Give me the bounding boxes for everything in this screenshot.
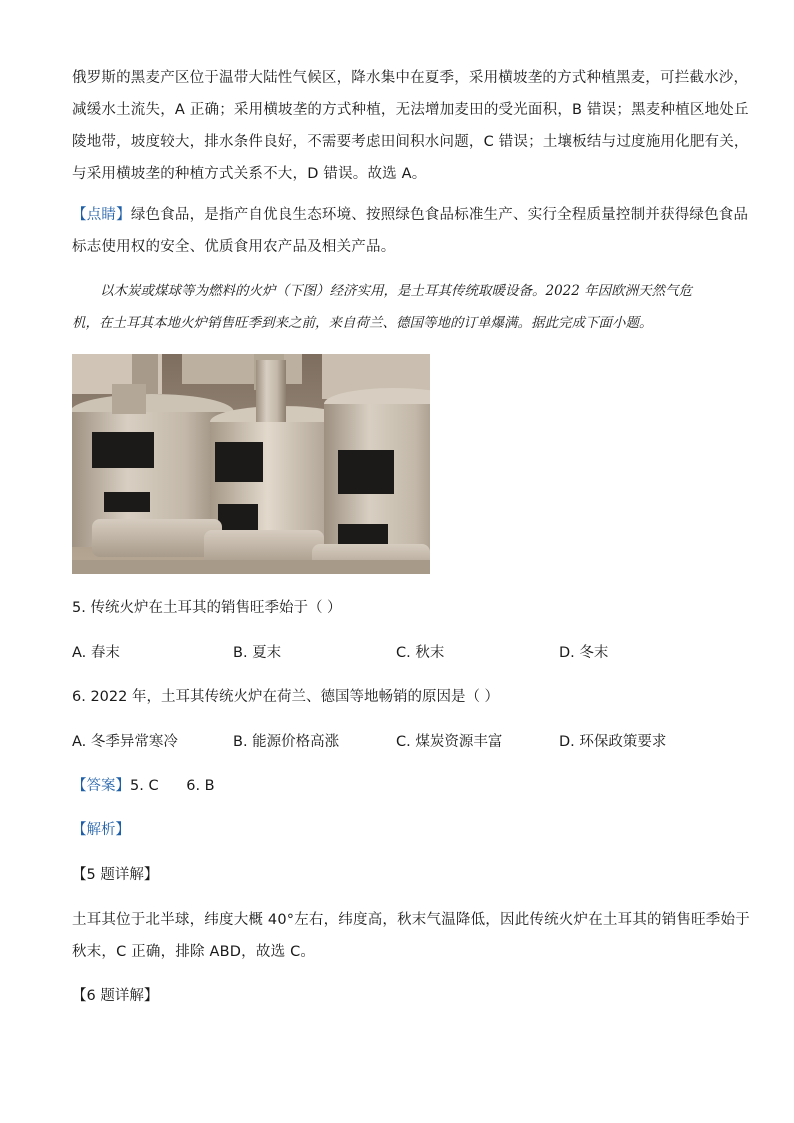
q5-option-d[interactable]: D. 冬末 — [559, 645, 609, 661]
answer-line — [72, 774, 215, 798]
q6-option-b[interactable]: B. 能源价格高涨 — [233, 734, 340, 750]
detail-5-text — [72, 904, 750, 968]
detail-6-tag: 【6 题详解】 — [72, 988, 159, 1004]
dianjing-section — [72, 199, 749, 263]
text-line: 减缓水土流失，A 正确；采用横坡垄的方式种植，无法增加麦田的受光面积，B 错误；黑麦种植区地处丘 — [72, 102, 749, 118]
detail-5-line2: 秋末，C 正确，排除 ABD，故选 C。 — [72, 944, 316, 960]
stem-line2: 机，在土耳其本地火炉销售旺季到来之前，来自荷兰、德国等地的订单爆满。据此完成下面小题。 — [72, 315, 653, 331]
text-line: 陵地带，坡度较大，排水条件良好，不需要考虑田间积水问题，C 错误；土壤板结与过度施用化肥有关， — [72, 134, 749, 150]
q6-option-c[interactable]: C. 煤炭资源丰富 — [396, 734, 503, 750]
dianjing-line1: 绿色食品，是指产自优良生态环境、按照绿色食品标准生产、实行全程质量控制并获得绿色食品 — [130, 207, 749, 223]
question-stem — [72, 275, 740, 339]
analysis-tag: 【解析】 — [72, 822, 130, 838]
question-5: 5. 传统火炉在土耳其的销售旺季始于（ ） — [72, 600, 342, 616]
answer-tag: 【答案】 — [72, 778, 130, 794]
q6-option-a[interactable]: A. 冬季异常寒冷 — [72, 734, 178, 750]
answer-text: 5. C 6. B — [130, 778, 215, 794]
text-line: 与采用横坡垄的种植方式关系不大，D 错误。故选 A。 — [72, 166, 427, 182]
q5-option-c[interactable]: C. 秋末 — [396, 645, 445, 661]
text-line: 俄罗斯的黑麦产区位于温带大陆性气候区，降水集中在夏季，采用横坡垄的方式种植黑麦，可拦截水沙， — [72, 70, 749, 86]
detail-5-line1: 土耳其位于北半球，纬度大概 40°左右，纬度高，秋末气温降低，因此传统火炉在土耳其的销售旺季始于 — [72, 912, 750, 928]
stem-line1: 以木炭或煤球等为燃料的火炉（下图）经济实用，是土耳其传统取暖设备。2022 年因欧洲天然气危 — [100, 283, 693, 299]
stove-photo-illustration — [72, 354, 430, 574]
dianjing-line2: 标志使用权的安全、优质食用农产品及相关产品。 — [72, 239, 396, 255]
paragraph-rye-explanation — [72, 62, 749, 190]
dianjing-tag: 【点睛】 — [72, 207, 131, 223]
question-6: 6. 2022 年，土耳其传统火炉在荷兰、德国等地畅销的原因是（ ） — [72, 689, 500, 705]
stove-photo — [72, 354, 430, 574]
detail-5-tag: 【5 题详解】 — [72, 867, 159, 883]
q5-option-a[interactable]: A. 春末 — [72, 645, 120, 661]
q6-option-d[interactable]: D. 环保政策要求 — [559, 734, 667, 750]
q5-option-b[interactable]: B. 夏末 — [233, 645, 282, 661]
